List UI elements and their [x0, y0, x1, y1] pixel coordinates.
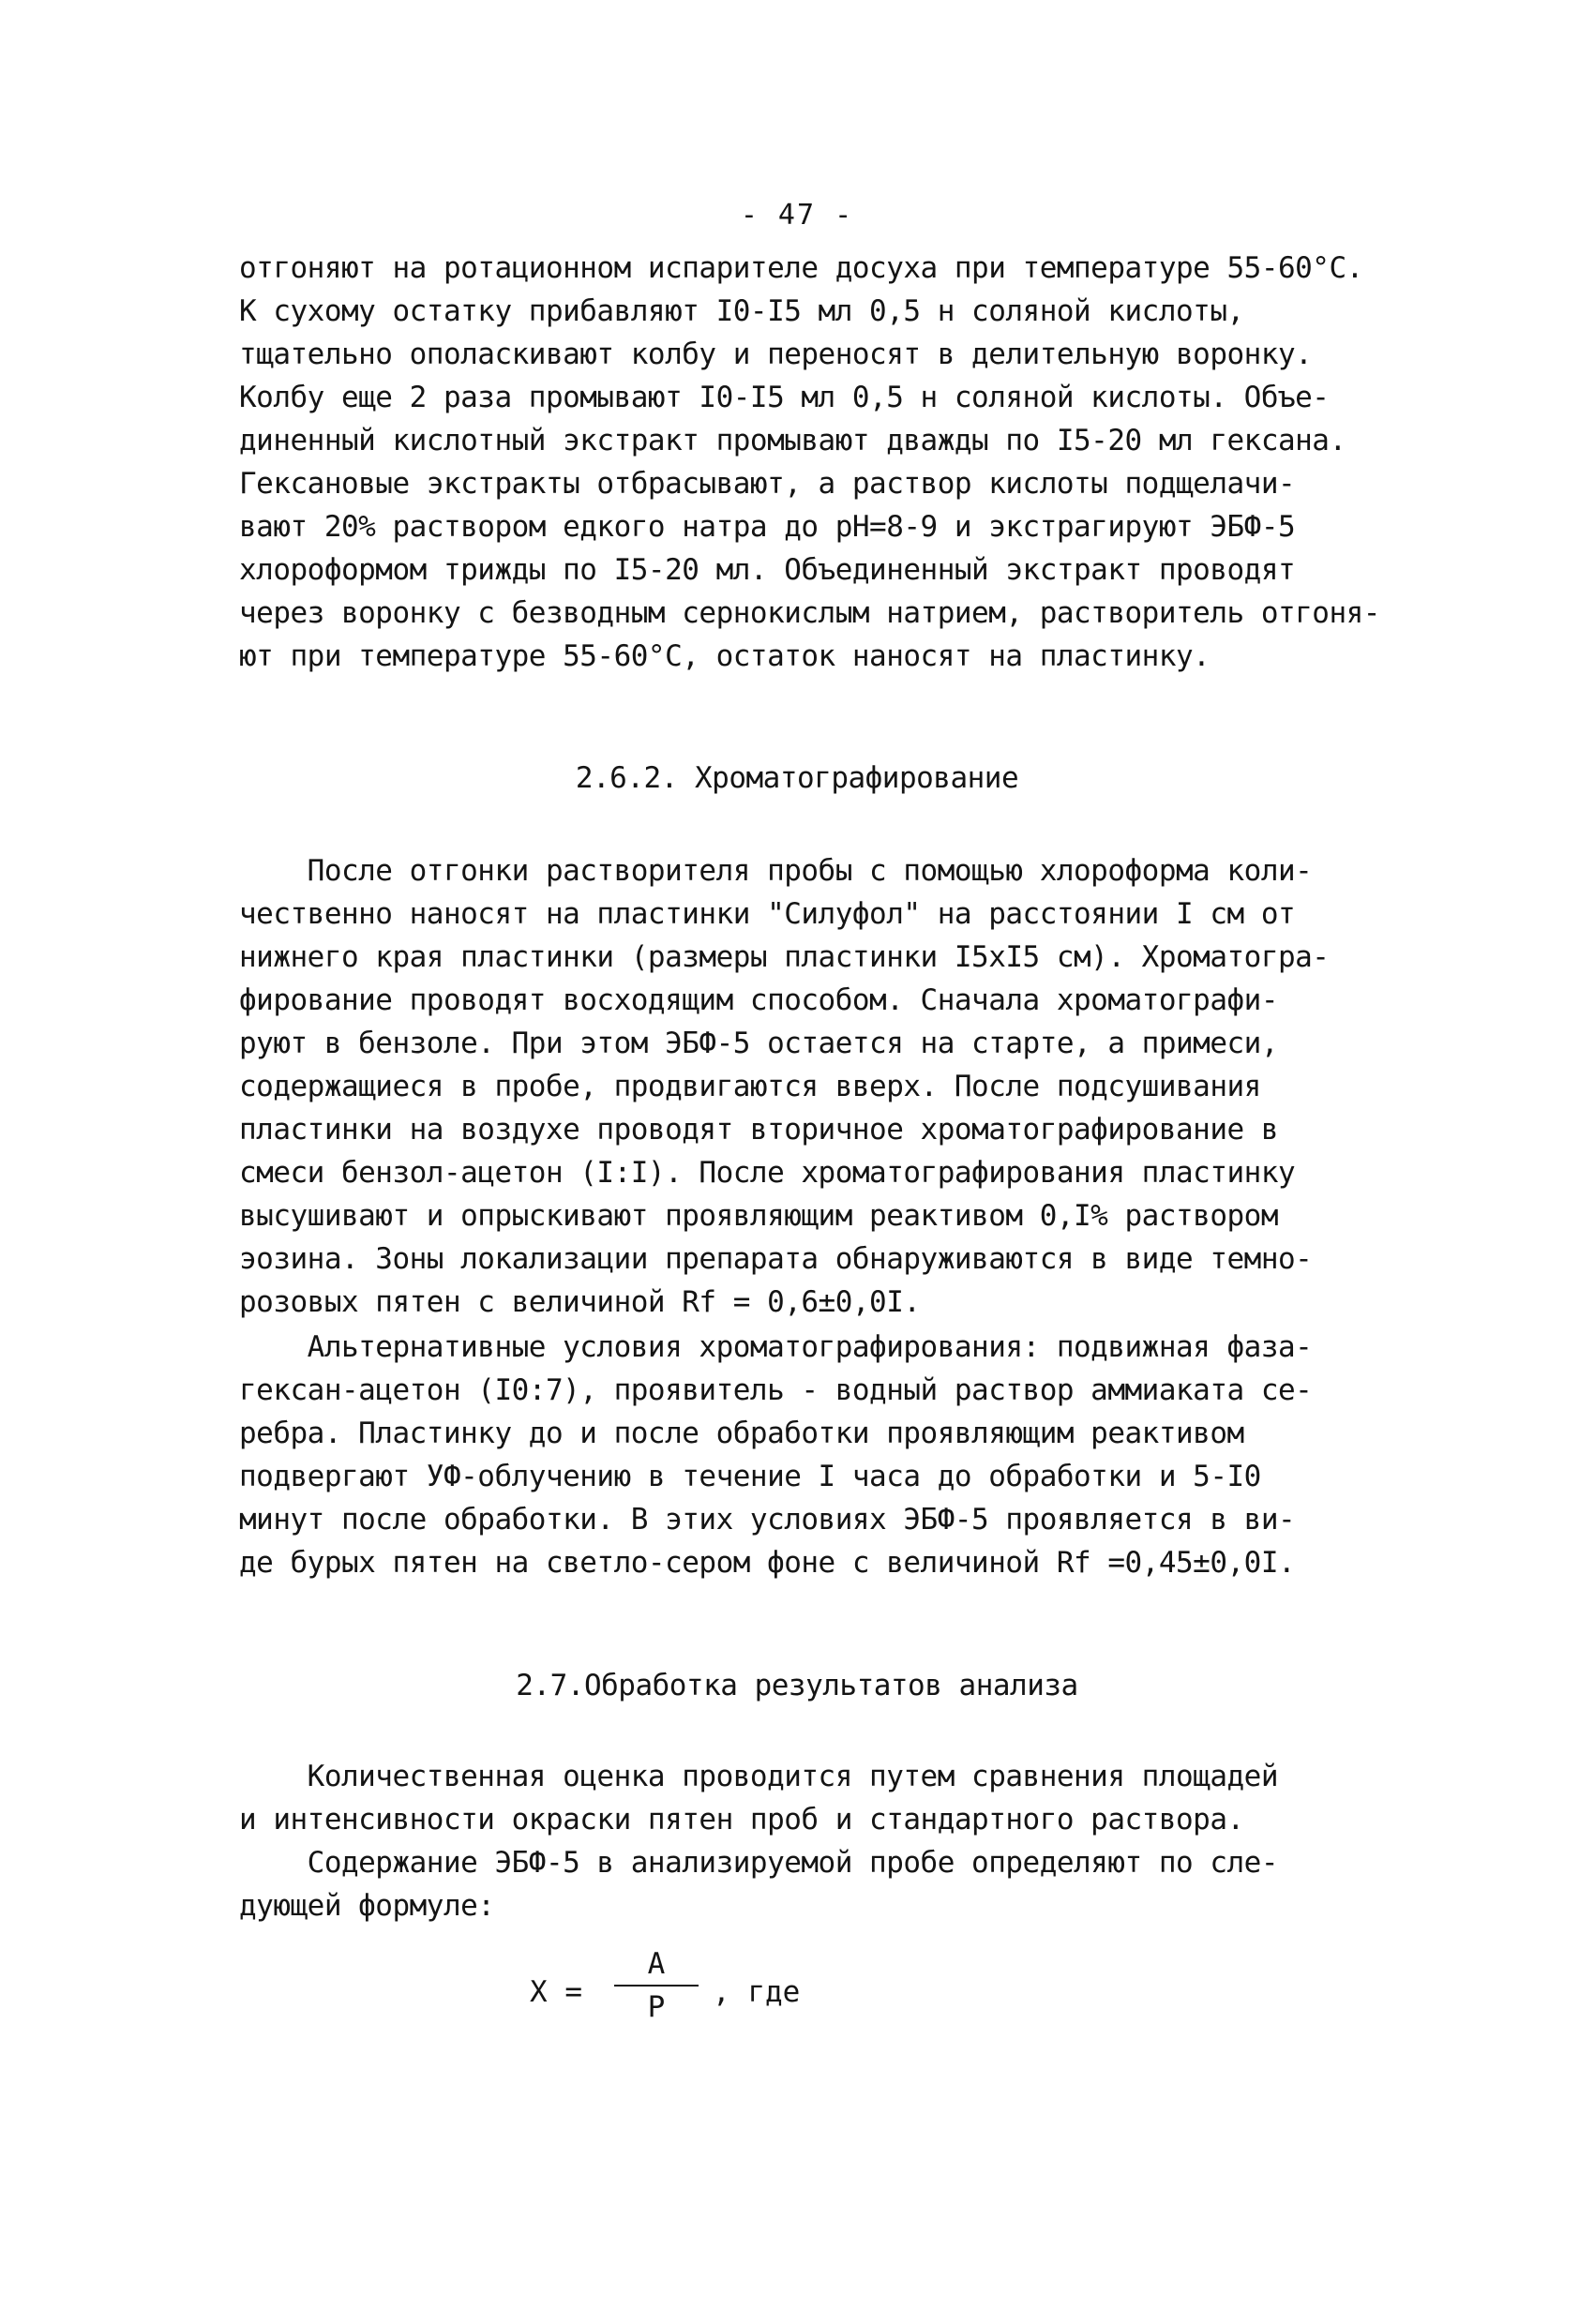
- fraction-bar: [614, 1985, 699, 1987]
- text-line: диненный кислотный экстракт промывают дважды по I5-20 мл гексана.: [239, 424, 1346, 457]
- text-line: Количественная оценка проводится путем сравнения площадей: [239, 1760, 1278, 1793]
- text-line: розовых пятен с величиной Rf = 0,6±0,0I.: [239, 1285, 921, 1319]
- text-line: руют в бензоле. При этом ЭБФ-5 остается на старте, а примеси,: [239, 1027, 1278, 1060]
- text-line: Гексановые экстракты отбрасывают, а раствор кислоты подщелачи-: [239, 467, 1296, 501]
- results-paragraph: [239, 1755, 1402, 1927]
- text-line: Колбу еще 2 раза промывают I0-I5 мл 0,5 н соляной кислоты. Объе-: [239, 381, 1330, 414]
- text-line: и интенсивности окраски пятен проб и стандартного раствора.: [239, 1803, 1244, 1837]
- text-line: чественно наносят на пластинки "Силуфол" на расстоянии I см от: [239, 897, 1296, 931]
- text-line: фирование проводят восходящим способом. Сначала хроматографи-: [239, 983, 1278, 1017]
- text-line: эозина. Зоны локализации препарата обнаруживаются в виде темно-: [239, 1242, 1313, 1276]
- section-heading-results: 2.7.Обработка результатов анализа: [516, 1669, 1078, 1702]
- text-line: де бурых пятен на светло-сером фоне с величиной Rf =0,45±0,0I.: [239, 1546, 1296, 1580]
- text-line: содержащиеся в пробе, продвигаются вверх. После подсушивания: [239, 1070, 1261, 1103]
- text-line: После отгонки растворителя пробы с помощью хлороформа коли-: [239, 854, 1313, 888]
- text-line: Содержание ЭБФ-5 в анализируемой пробе определяют по сле-: [239, 1846, 1278, 1880]
- chromatography-paragraph-2: [239, 1326, 1402, 1584]
- formula-numerator: A: [647, 1947, 666, 1981]
- intro-paragraph: [239, 247, 1402, 678]
- text-line: подвергают УФ-облучению в течение I часа до обработки и 5-I0: [239, 1460, 1261, 1493]
- formula-denominator: P: [647, 1990, 666, 2024]
- text-line: дующей формуле:: [239, 1889, 495, 1923]
- text-line: минут после обработки. В этих условиях ЭБФ-5 проявляется в ви-: [239, 1503, 1296, 1537]
- text-line: ребра. Пластинку до и после обработки проявляющим реактивом: [239, 1417, 1244, 1450]
- text-line: ют при температуре 55-60°С, остаток наносят на пластинку.: [239, 639, 1211, 673]
- chromatography-paragraph-1: [239, 849, 1402, 1324]
- text-line: К сухому остатку прибавляют I0-I5 мл 0,5 н соляной кислоты,: [239, 294, 1244, 328]
- page-number: - 47 -: [740, 199, 854, 232]
- text-line: хлороформом трижды по I5-20 мл. Объединенный экстракт проводят: [239, 553, 1296, 587]
- text-line: нижнего края пластинки (размеры пластинки I5xI5 см). Хроматогра-: [239, 940, 1330, 974]
- text-line: вают 20% раствором едкого натра до pH=8-9 и экстрагируют ЭБФ-5: [239, 510, 1296, 544]
- text-line: смеси бензол-ацетон (I:I). После хроматографирования пластинку: [239, 1156, 1296, 1190]
- formula-lhs: X =: [530, 1975, 582, 2009]
- text-line: высушивают и опрыскивают проявляющим реактивом 0,I% раствором: [239, 1199, 1278, 1233]
- formula-fraction: [614, 1945, 699, 2026]
- text-line: отгоняют на ротационном испарителе досуха при температуре 55-60°С.: [239, 251, 1363, 285]
- text-line: пластинки на воздухе проводят вторичное хроматографирование в: [239, 1113, 1278, 1147]
- text-line: Альтернативные условия хроматографирования: подвижная фаза-: [239, 1330, 1313, 1364]
- formula-rhs: , где: [713, 1975, 801, 2009]
- text-line: тщательно ополаскивают колбу и переносят в делительную воронку.: [239, 337, 1313, 371]
- text-line: через воронку с безводным сернокислым натрием, растворитель отгоня-: [239, 596, 1380, 630]
- text-line: гексан-ацетон (I0:7), проявитель - водный раствор аммиаката се-: [239, 1373, 1313, 1407]
- section-heading-chromatography: 2.6.2. Хроматографирование: [575, 761, 1019, 795]
